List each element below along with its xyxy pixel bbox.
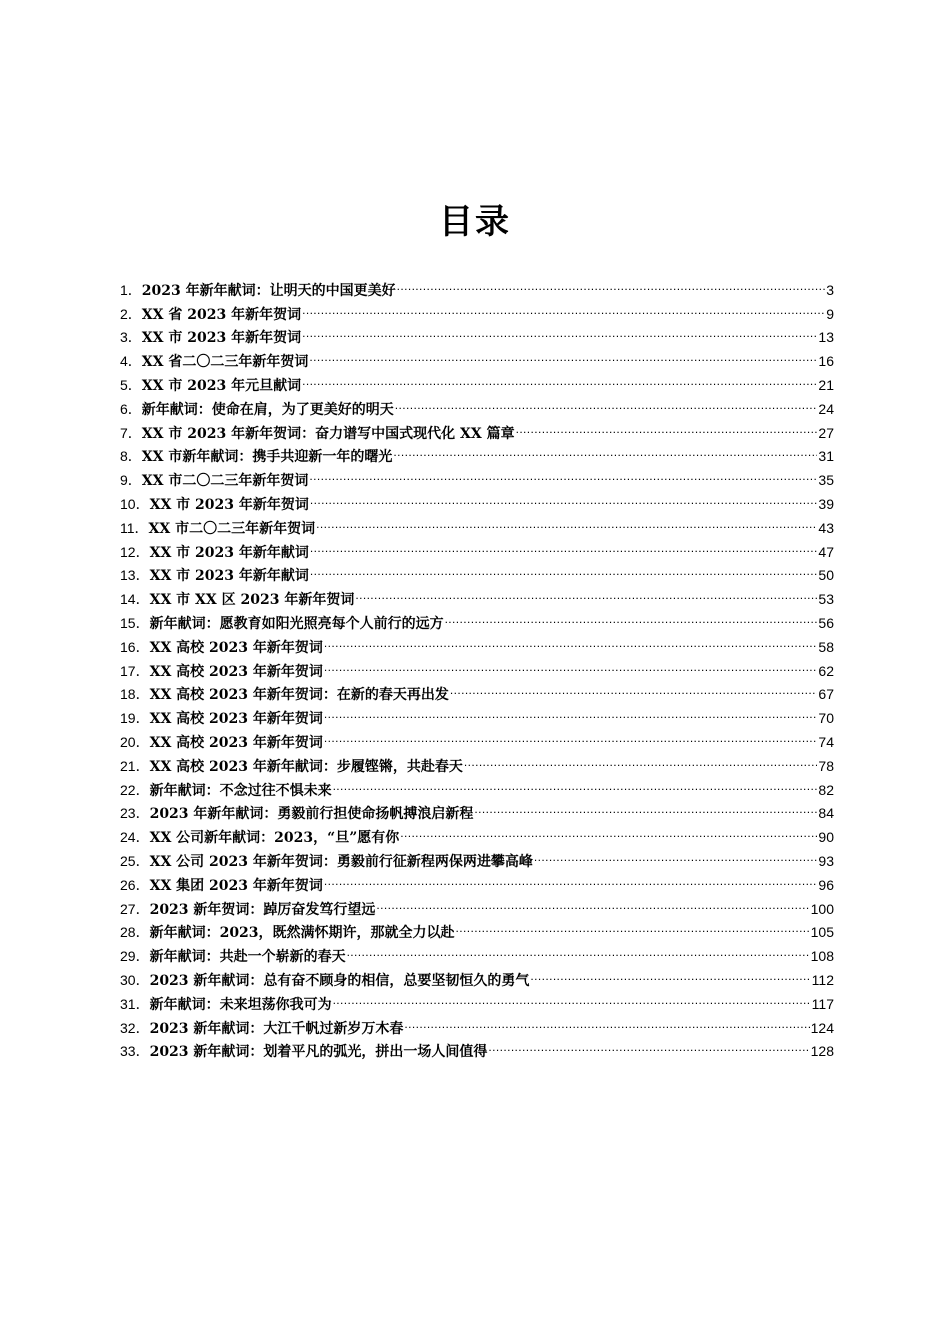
toc-entry-number: 8． bbox=[120, 448, 142, 465]
toc-entry-number: 14． bbox=[120, 591, 150, 608]
toc-entry-title: XX 市 2023 年新年贺词：奋力谱写中国式现代化 XX 篇章 bbox=[141, 425, 515, 442]
toc-entry-title: 2023 新年献词：划着平凡的弧光，拼出一场人间值得 bbox=[149, 1044, 488, 1061]
toc-entry-number: 3． bbox=[120, 329, 142, 346]
toc-entry-number: 30． bbox=[120, 971, 150, 988]
toc-entry-page-number: 39 bbox=[818, 495, 834, 512]
toc-entry-title: XX 公司新年献词：2023，“旦”愿有你 bbox=[149, 830, 400, 847]
toc-entry-page-number: 58 bbox=[818, 638, 834, 655]
toc-entry-page-number: 96 bbox=[818, 876, 834, 893]
toc-dot-leader bbox=[404, 1009, 809, 1033]
toc-entry-title: XX 市 2023 年新年贺词 bbox=[149, 496, 309, 513]
toc-entry-title: 2023 年新年献词：勇毅前行担使命扬帆搏浪启新程 bbox=[149, 806, 474, 823]
toc-dot-leader bbox=[324, 628, 818, 652]
toc-entry-page-number: 78 bbox=[818, 757, 834, 774]
toc-entry-page-number: 27 bbox=[818, 424, 834, 441]
toc-dot-leader bbox=[516, 414, 818, 438]
toc-dot-leader bbox=[333, 771, 818, 795]
toc-entry-title: 新年献词：使命在肩，为了更美好的明天 bbox=[141, 401, 394, 418]
toc-entry-title: 新年献词：愿教育如阳光照亮每个人前行的远方 bbox=[149, 615, 444, 632]
toc-dot-leader bbox=[400, 818, 817, 842]
toc-dot-leader bbox=[302, 366, 817, 390]
toc-dot-leader bbox=[310, 485, 818, 509]
toc-entry-page-number: 128 bbox=[810, 1043, 834, 1060]
toc-entry-title: XX 集团 2023 年新年贺词 bbox=[149, 877, 323, 894]
toc-dot-leader bbox=[324, 699, 818, 723]
toc-dot-leader bbox=[310, 557, 818, 581]
toc-entry-page-number: 9 bbox=[826, 305, 834, 322]
toc-entry-number: 17． bbox=[120, 662, 150, 679]
toc-entry-number: 19． bbox=[120, 710, 150, 727]
toc-entry-number: 10． bbox=[120, 495, 150, 512]
toc-entry-title: XX 市 2023 年新年献词 bbox=[149, 544, 309, 561]
toc-entry-title: 新年献词：共赴一个崭新的春天 bbox=[149, 949, 346, 966]
toc-dot-leader bbox=[464, 747, 818, 771]
toc-entry-title: XX 高校 2023 年新年贺词 bbox=[149, 734, 323, 751]
toc-entry-number: 5． bbox=[120, 376, 142, 393]
toc-dot-leader bbox=[450, 676, 818, 700]
toc-entry-page-number: 47 bbox=[818, 543, 834, 560]
toc-entry-number: 22． bbox=[120, 781, 150, 798]
toc-dot-leader bbox=[355, 580, 817, 604]
toc-entry-number: 31． bbox=[120, 995, 150, 1012]
toc-dot-leader bbox=[324, 723, 818, 747]
toc-entry-page-number: 16 bbox=[818, 353, 834, 370]
toc-entry-title: XX 高校 2023 年新年贺词 bbox=[149, 639, 323, 656]
toc-entry-page-number: 93 bbox=[818, 852, 834, 869]
toc-entry-number: 7． bbox=[120, 424, 142, 441]
toc-entry-title: XX 高校 2023 年新年献词：步履铿锵，共赴春天 bbox=[149, 758, 463, 775]
toc-entry-title: XX 市 XX 区 2023 年新年贺词 bbox=[149, 592, 355, 609]
toc-dot-leader bbox=[316, 509, 817, 533]
toc-dot-leader bbox=[474, 795, 817, 819]
toc-entry-page-number: 35 bbox=[818, 472, 834, 489]
toc-entry-title: 新年献词：不念过往不惧未来 bbox=[149, 782, 332, 799]
toc-entry-page-number: 62 bbox=[818, 662, 834, 679]
toc-entry-page-number: 108 bbox=[810, 948, 834, 965]
toc-entry-page-number: 21 bbox=[818, 376, 834, 393]
toc-entry-title: XX 高校 2023 年新年贺词：在新的春天再出发 bbox=[149, 687, 449, 704]
toc-entry-page-number: 74 bbox=[818, 733, 834, 750]
toc-entry-number: 26． bbox=[120, 876, 150, 893]
toc-entry-title: 新年献词：2023，既然满怀期许，那就全力以赴 bbox=[149, 925, 455, 942]
toc-entry-page-number: 105 bbox=[810, 924, 834, 941]
toc-dot-leader bbox=[302, 319, 817, 343]
toc-entry-page-number: 100 bbox=[810, 900, 834, 917]
toc-entry[interactable] bbox=[120, 271, 834, 299]
toc-entry-page-number: 112 bbox=[811, 971, 834, 988]
toc-entry-number: 9． bbox=[120, 472, 142, 489]
table-of-contents bbox=[120, 271, 834, 1061]
toc-dot-leader bbox=[534, 842, 818, 866]
toc-entry-title: 2023 新年献词：大江千帆过新岁万木春 bbox=[149, 1020, 404, 1037]
toc-entry-page-number: 124 bbox=[810, 1019, 834, 1036]
toc-entry-page-number: 117 bbox=[811, 995, 834, 1012]
toc-entry-page-number: 53 bbox=[818, 591, 834, 608]
toc-entry-page-number: 70 bbox=[818, 710, 834, 727]
toc-entry-page-number: 31 bbox=[818, 448, 834, 465]
toc-entry-number: 25． bbox=[120, 852, 150, 869]
toc-dot-leader bbox=[324, 866, 818, 890]
toc-entry-number: 32． bbox=[120, 1019, 150, 1036]
toc-entry-page-number: 90 bbox=[818, 829, 834, 846]
toc-entry-number: 12． bbox=[120, 543, 150, 560]
toc-entry-title: XX 市 2023 年新年贺词 bbox=[141, 330, 302, 347]
toc-entry-number: 23． bbox=[120, 805, 150, 822]
toc-entry-title: XX 公司 2023 年新年贺词：勇毅前行征新程两保两进攀高峰 bbox=[149, 853, 533, 870]
toc-entry-title: 2023 新年贺词：踔厉奋发笃行望远 bbox=[149, 901, 376, 918]
toc-entry-title: XX 高校 2023 年新年贺词 bbox=[149, 663, 323, 680]
toc-dot-leader bbox=[309, 342, 817, 366]
toc-entry-number: 18． bbox=[120, 686, 150, 703]
toc-dot-leader bbox=[393, 438, 817, 462]
toc-entry-title: 2023 新年献词：总有奋不顾身的相信，总要坚韧恒久的勇气 bbox=[149, 972, 530, 989]
toc-entry-number: 11． bbox=[120, 519, 149, 536]
toc-entry-page-number: 84 bbox=[818, 805, 834, 822]
toc-entry-title: XX 省二〇二三年新年贺词 bbox=[141, 354, 309, 371]
toc-entry-title: XX 市 2023 年新年献词 bbox=[149, 568, 309, 585]
toc-entry-title: XX 市新年献词：携手共迎新一年的曙光 bbox=[141, 449, 393, 466]
toc-entry-title: XX 市二〇二三年新年贺词 bbox=[148, 520, 316, 537]
toc-entry-number: 27． bbox=[120, 900, 150, 917]
toc-dot-leader bbox=[395, 390, 818, 414]
toc-entry-page-number: 3 bbox=[826, 281, 834, 298]
toc-entry-number: 24． bbox=[120, 829, 150, 846]
toc-dot-leader bbox=[397, 271, 826, 295]
toc-entry-number: 4． bbox=[120, 353, 142, 370]
toc-entry-page-number: 24 bbox=[818, 400, 834, 417]
toc-entry-number: 28． bbox=[120, 924, 150, 941]
toc-dot-leader bbox=[456, 914, 810, 938]
toc-entry-title: 2023 年新年献词：让明天的中国更美好 bbox=[141, 282, 396, 299]
toc-entry-number: 33． bbox=[120, 1043, 150, 1060]
toc-entry-page-number: 50 bbox=[818, 567, 834, 584]
toc-entry-page-number: 56 bbox=[818, 614, 834, 631]
toc-dot-leader bbox=[324, 652, 818, 676]
page-title: 目录 bbox=[439, 202, 511, 242]
toc-dot-leader bbox=[530, 961, 810, 985]
toc-entry-number: 16． bbox=[120, 638, 150, 655]
toc-entry-title: XX 高校 2023 年新年贺词 bbox=[149, 711, 323, 728]
toc-dot-leader bbox=[347, 937, 810, 961]
toc-entry-number: 29． bbox=[120, 948, 150, 965]
toc-dot-leader bbox=[310, 533, 818, 557]
toc-entry-page-number: 82 bbox=[818, 781, 834, 798]
toc-dot-leader bbox=[488, 1033, 809, 1057]
toc-entry-page-number: 13 bbox=[818, 329, 834, 346]
toc-entry-number: 15． bbox=[120, 614, 150, 631]
toc-entry-number: 6． bbox=[120, 400, 142, 417]
toc-entry-title: XX 市 2023 年元旦献词 bbox=[141, 377, 302, 394]
toc-dot-leader bbox=[302, 295, 825, 319]
toc-dot-leader bbox=[445, 604, 818, 628]
toc-entry-title: 新年献词：未来坦荡你我可为 bbox=[149, 996, 332, 1013]
toc-entry-number: 13． bbox=[120, 567, 150, 584]
toc-entry-number: 2． bbox=[120, 305, 142, 322]
toc-entry-title: XX 省 2023 年新年贺词 bbox=[141, 306, 302, 323]
toc-entry-number: 21． bbox=[120, 757, 150, 774]
toc-entry-page-number: 43 bbox=[818, 519, 834, 536]
toc-entry-title: XX 市二〇二三年新年贺词 bbox=[141, 473, 309, 490]
toc-entry-number: 1． bbox=[120, 281, 142, 298]
toc-dot-leader bbox=[309, 461, 817, 485]
toc-entry-page-number: 67 bbox=[818, 686, 834, 703]
toc-dot-leader bbox=[333, 985, 811, 1009]
toc-dot-leader bbox=[376, 890, 809, 914]
toc-entry-number: 20． bbox=[120, 733, 150, 750]
